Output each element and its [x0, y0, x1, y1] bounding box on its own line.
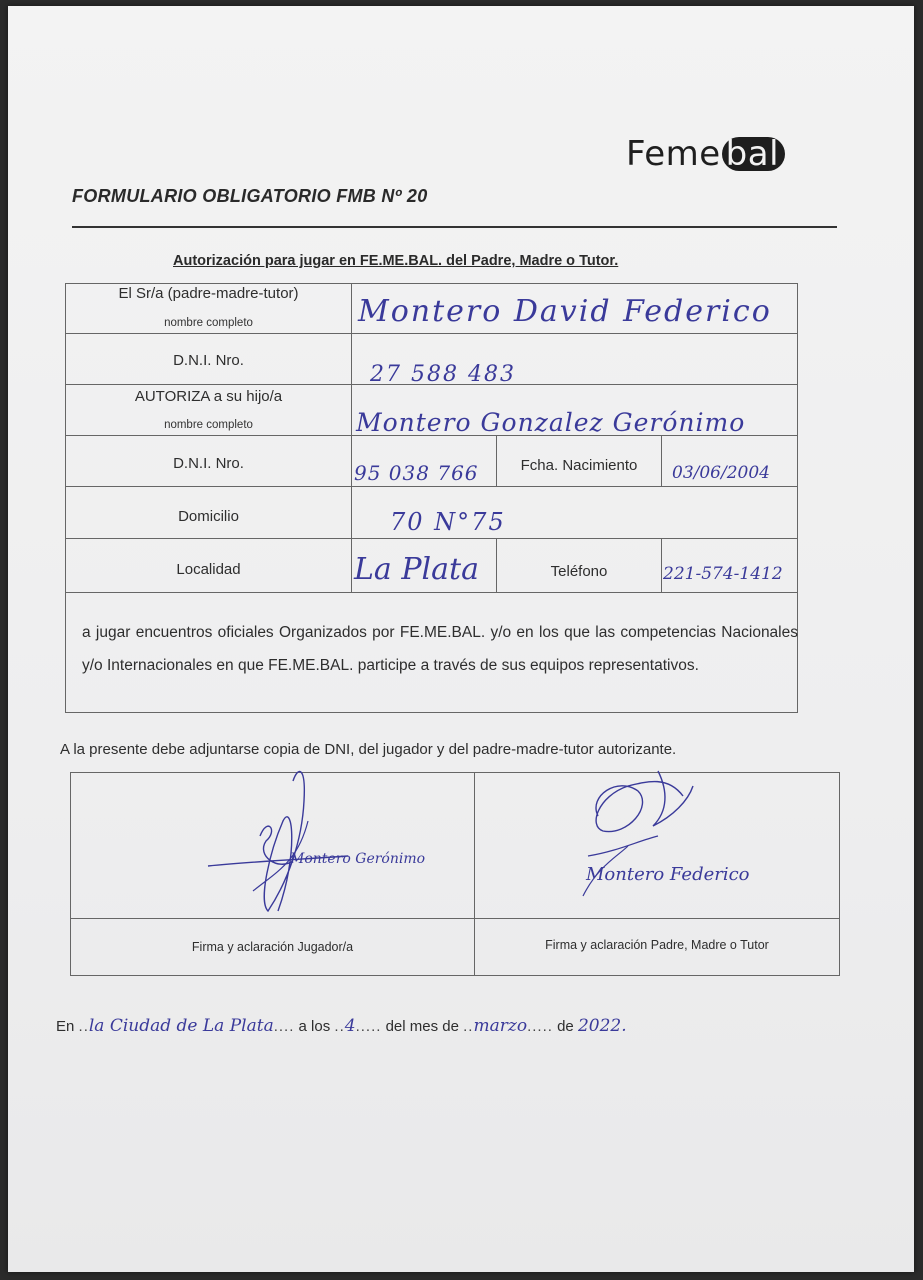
child-label: AUTORIZA a su hijo/a [134, 388, 283, 405]
form-subtitle: Autorización para jugar en FE.ME.BAL. del Padre, Madre o Tutor. [173, 253, 619, 269]
parent-signature-drawing [558, 756, 828, 916]
player-signature-caption: Firma y aclaración Jugador/a [191, 940, 354, 954]
address-label: Domicilio [178, 508, 239, 525]
parent-sublabel: nombre completo [164, 317, 253, 329]
parent-dni-label: D.N.I. Nro. [173, 352, 244, 369]
child-dni-label: D.N.I. Nro. [173, 455, 244, 472]
parent-signature-caption: Firma y aclaración Padre, Madre o Tutor [545, 938, 769, 952]
footer-del-mes: del mes de [385, 1018, 459, 1035]
child-dni-field[interactable]: 95 038 766 [354, 461, 479, 485]
authorization-paragraph: a jugar encuentros oficiales Organizados por FE.ME.BAL. y/o en los que las competencias Nacionales y/o Internacionales en que FE.ME.BAL. participe a través de sus equipos representativos. [82, 624, 798, 674]
title-divider [72, 226, 837, 228]
parent-name-field[interactable]: Montero David Federico [358, 294, 772, 329]
player-signature-drawing [198, 761, 458, 921]
phone-label: Teléfono [550, 563, 608, 580]
document-page [8, 6, 914, 1272]
parent-label: El Sr/a (padre-madre-tutor) [118, 285, 299, 302]
address-field[interactable]: 70 N°75 [390, 508, 506, 536]
place-date-line: En ..la Ciudad de La Plata.... a los ..4..... del mes de ..marzo..... de 2022. [56, 1016, 627, 1036]
player-signature[interactable] [198, 761, 458, 921]
femebal-logo: Feme bal [626, 134, 785, 174]
birth-date-label: Fcha. Nacimiento [520, 457, 638, 474]
parent-signature[interactable] [558, 756, 828, 916]
footer-month[interactable]: marzo [473, 1016, 528, 1036]
city-label: Localidad [176, 561, 241, 578]
phone-field[interactable]: 221-574-1412 [663, 564, 783, 584]
footer-day[interactable]: 4 [344, 1016, 356, 1036]
birth-date-field[interactable]: 03/06/2004 [672, 463, 770, 483]
city-field[interactable]: La Plata [354, 552, 479, 587]
child-sublabel: nombre completo [164, 419, 253, 431]
footer-de: de [557, 1018, 574, 1035]
form-title: FORMULARIO OBLIGATORIO FMB Nº 20 [72, 186, 428, 206]
parent-dni-field[interactable]: 27 588 483 [370, 362, 516, 387]
footer-place[interactable]: la Ciudad de La Plata [88, 1016, 274, 1036]
player-signature-text: Montero Gerónimo [290, 851, 426, 867]
footer-year[interactable]: 2022. [577, 1016, 627, 1036]
attachment-note: A la presente debe adjuntarse copia de DNI, del jugador y del padre-madre-tutor autorizante. [60, 741, 677, 758]
child-name-field[interactable]: Montero Gonzalez Gerónimo [356, 408, 746, 437]
footer-en: En [56, 1018, 75, 1035]
footer-a-los: a los [298, 1018, 331, 1035]
parent-signature-text: Montero Federico [586, 864, 750, 885]
